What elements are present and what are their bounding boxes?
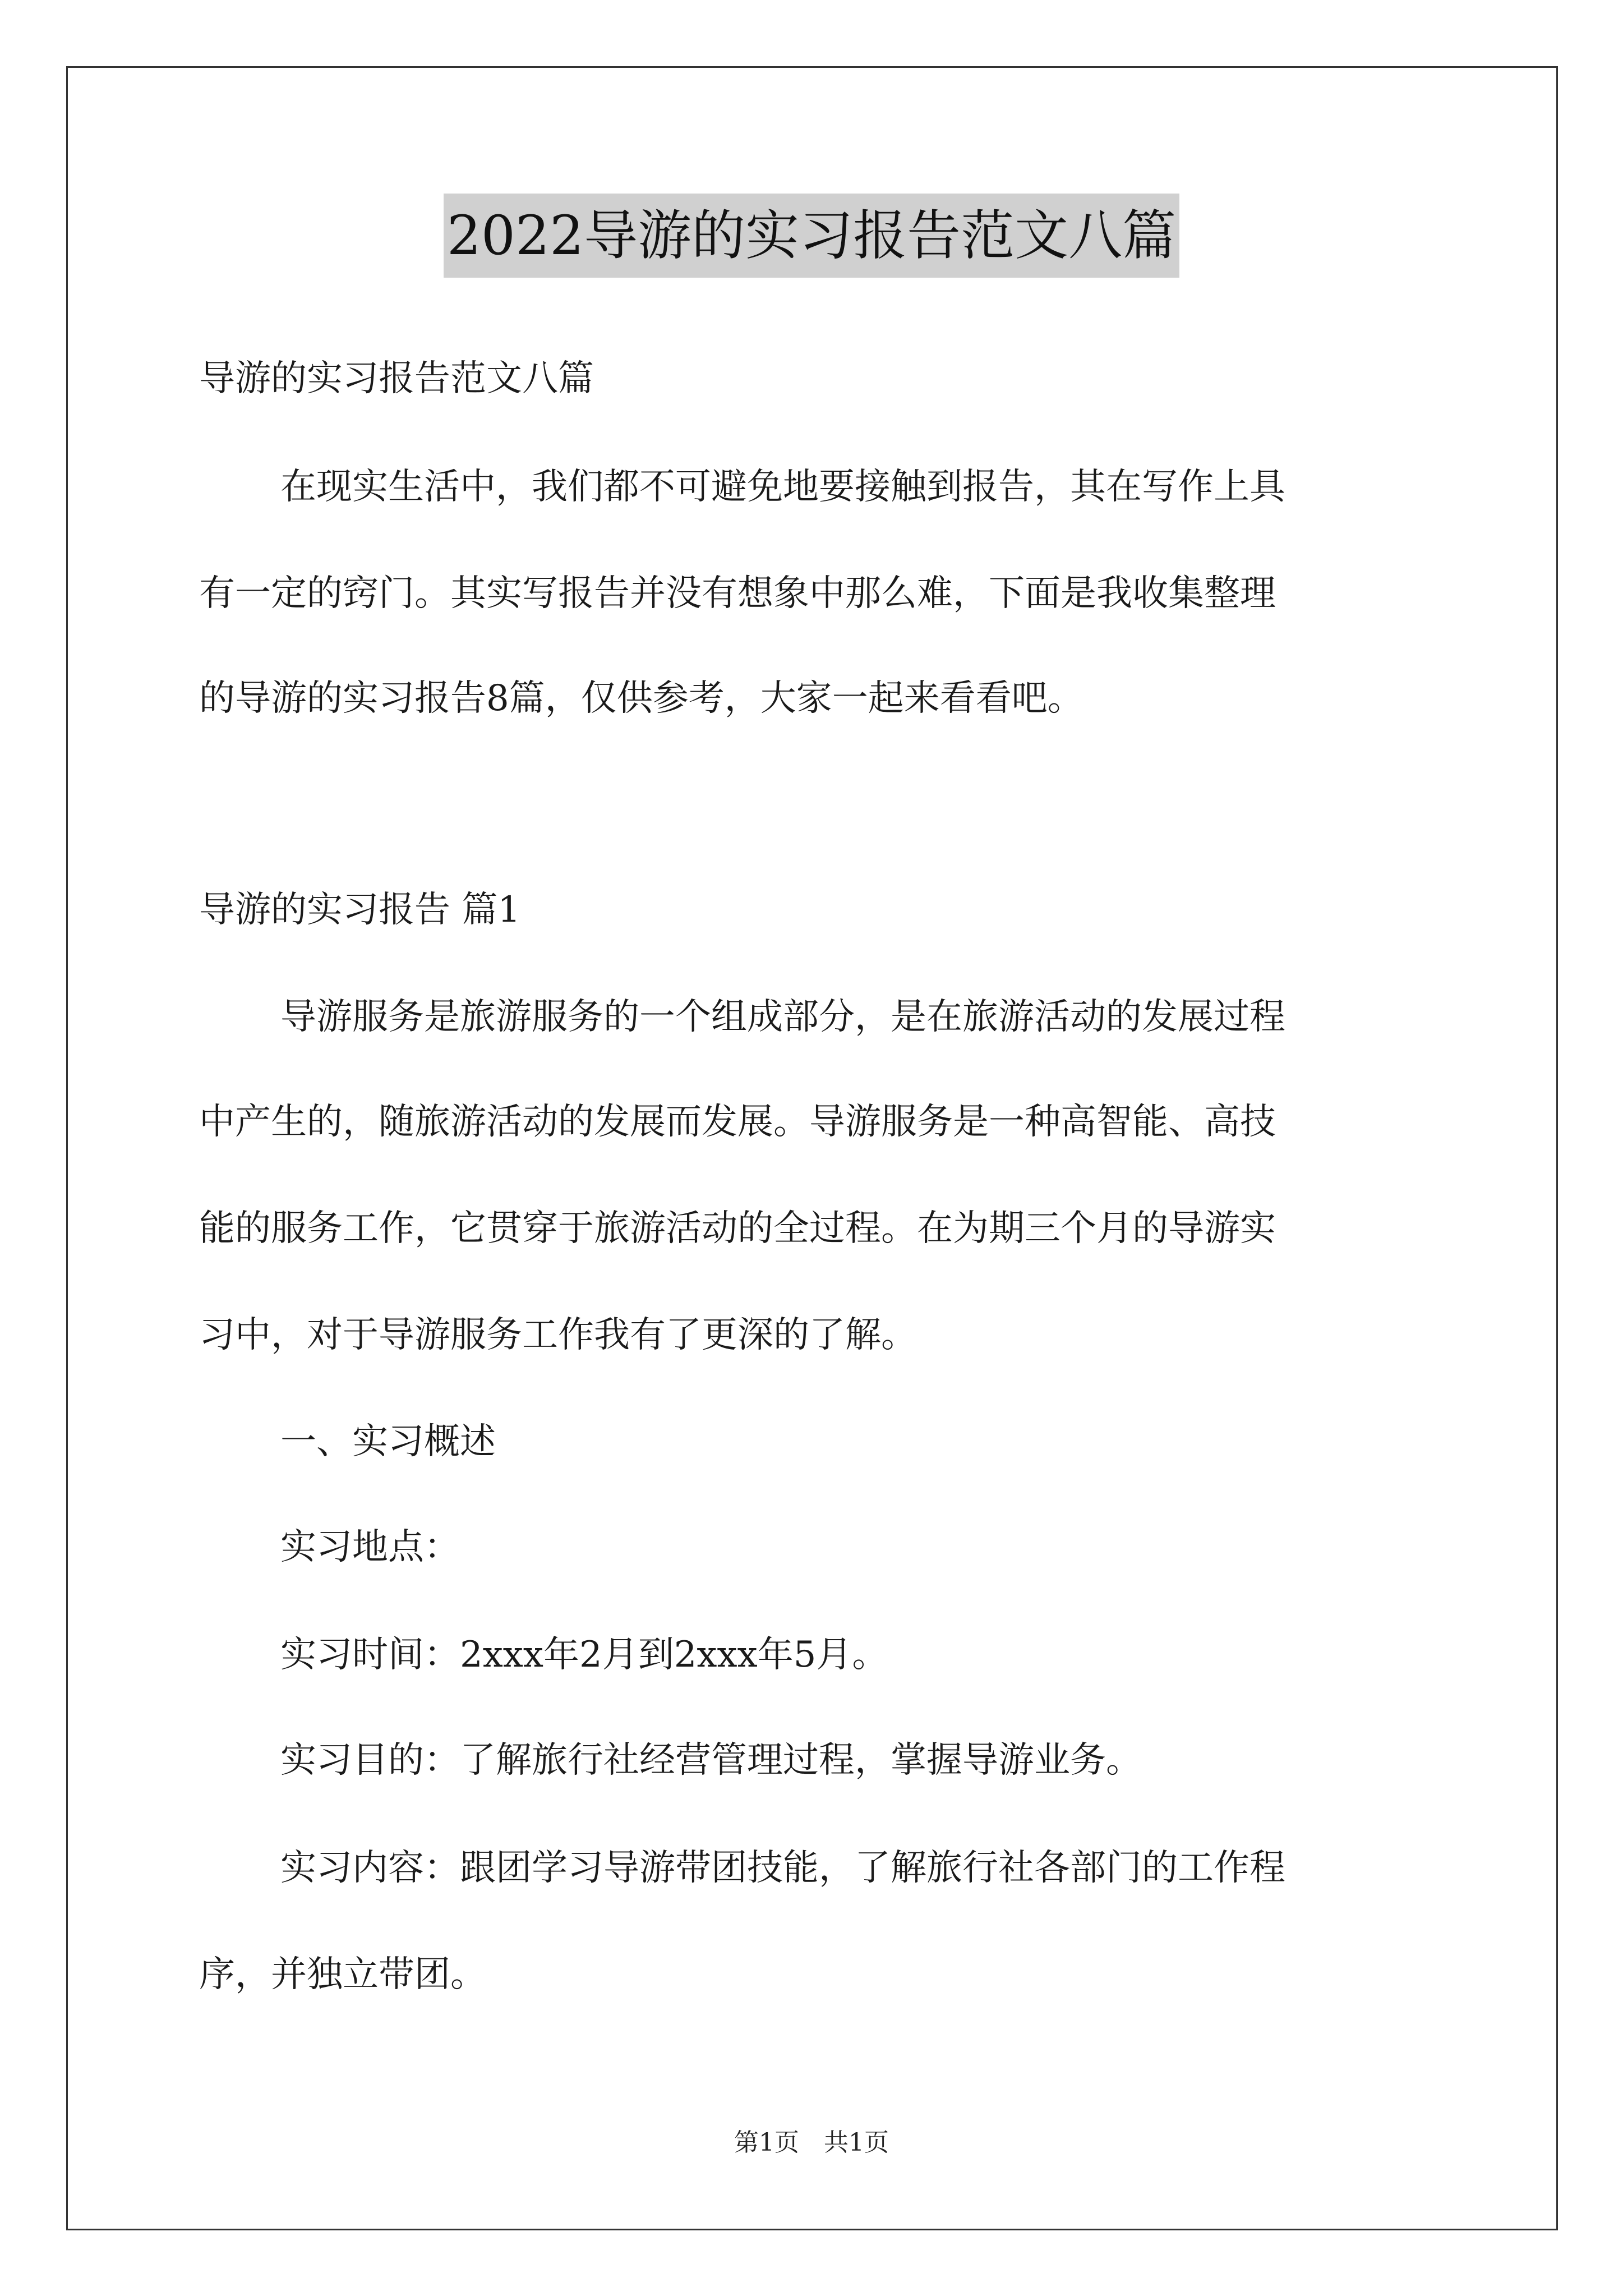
section1-line-3: 能的服务工作，它贯穿于旅游活动的全过程。在为期三个月的导游实 <box>199 1208 1276 1249</box>
internship-content-line-2: 序，并独立带团。 <box>199 1954 486 1995</box>
internship-location: 实习地点： <box>280 1526 460 1568</box>
intro-line-1: 在现实生活中，我们都不可避免地要接触到报告，其在写作上具 <box>280 466 1285 508</box>
page-footer: 第1页 共1页 <box>734 2128 889 2157</box>
internship-purpose: 实习目的：了解旅行社经营管理过程，掌握导游业务。 <box>280 1740 1142 1781</box>
intro-line-2: 有一定的窍门。其实写报告并没有想象中那么难，下面是我收集整理 <box>199 573 1276 614</box>
document-title: 2022导游的实习报告范文八篇 <box>444 194 1179 278</box>
section1-line-4: 习中，对于导游服务工作我有了更深的了解。 <box>199 1314 917 1356</box>
title-container <box>0 194 1623 278</box>
section-heading: 导游的实习报告 篇1 <box>199 889 521 931</box>
section1-line-1: 导游服务是旅游服务的一个组成部分，是在旅游活动的发展过程 <box>280 996 1285 1038</box>
intro-line-3: 的导游的实习报告8篇，仅供参考，大家一起来看看吧。 <box>199 678 1083 719</box>
internship-content-line-1: 实习内容：跟团学习导游带团技能，了解旅行社各部门的工作程 <box>280 1847 1285 1889</box>
section1-line-2: 中产生的，随旅游活动的发展而发展。导游服务是一种高智能、高技 <box>199 1101 1276 1143</box>
overview-heading: 一、实习概述 <box>280 1421 496 1462</box>
internship-time: 实习时间：2xxx年2月到2xxx年5月。 <box>280 1634 888 1676</box>
document-subtitle: 导游的实习报告范文八篇 <box>199 358 594 399</box>
